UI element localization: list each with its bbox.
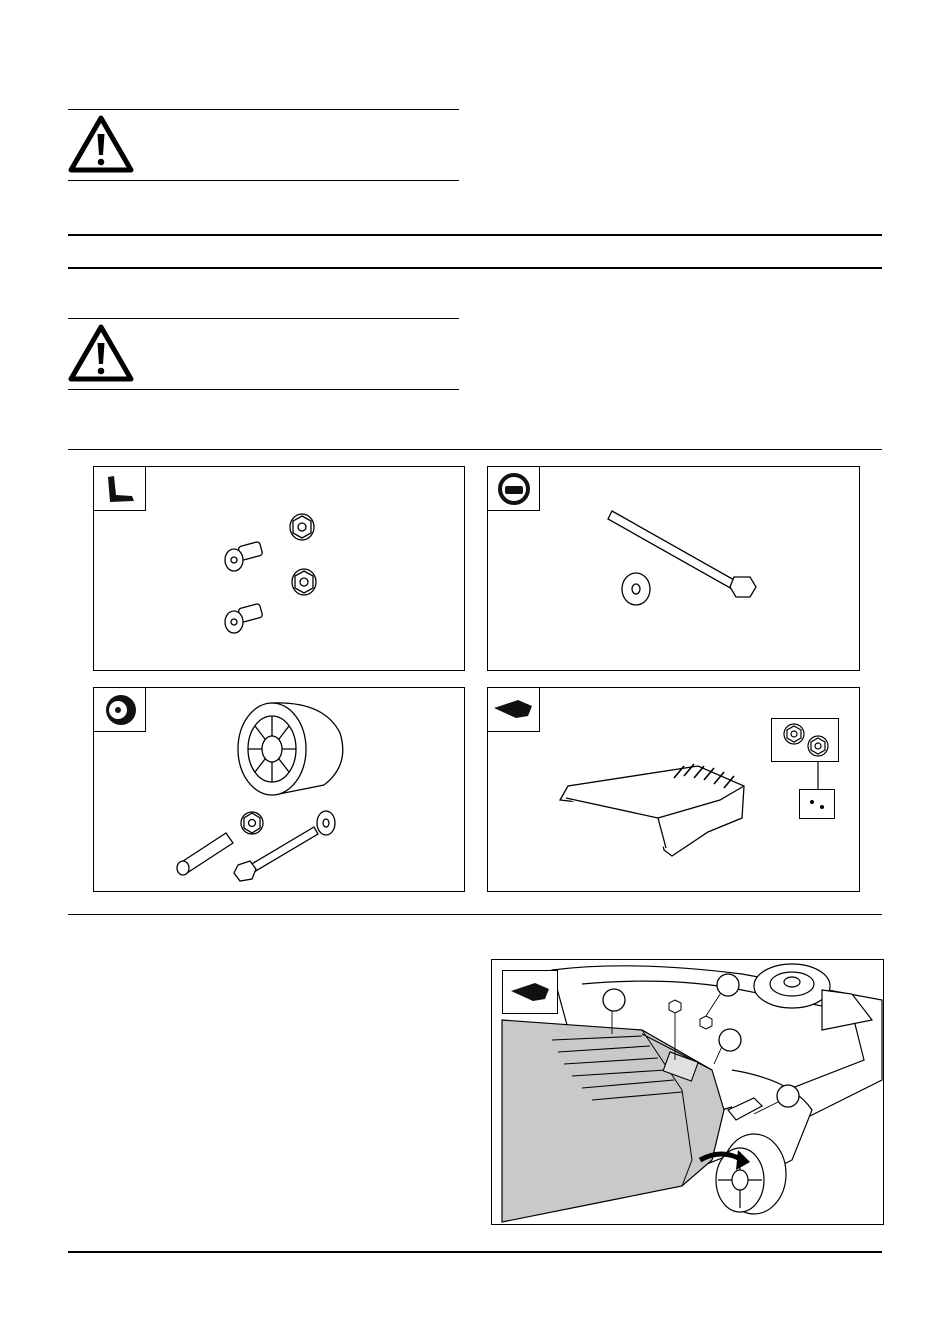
nut-count-inset xyxy=(799,789,835,819)
two-dots-icon xyxy=(800,790,834,818)
inset-connector xyxy=(816,762,820,790)
wheel-part xyxy=(238,703,343,795)
kit-panel-seat xyxy=(93,466,465,671)
bolt-part xyxy=(225,541,263,571)
kit-badge-seat xyxy=(94,467,146,511)
seat-icon xyxy=(94,467,146,511)
seat-kit-parts xyxy=(214,507,334,647)
kit-badge-deflector xyxy=(488,688,540,732)
deflector-icon xyxy=(488,688,540,732)
figure-badge-deflector xyxy=(502,970,558,1014)
washer-part xyxy=(317,811,335,835)
warning-bottom-rule-2 xyxy=(68,389,459,390)
kit-badge-wheel xyxy=(94,688,146,732)
kit-panel-wheel xyxy=(93,687,465,892)
spacer-tube-part xyxy=(177,833,233,875)
warning-triangle-icon xyxy=(68,114,134,174)
section-rule-b xyxy=(68,267,882,269)
bolt-part xyxy=(225,603,263,633)
wheel-kit-parts xyxy=(154,693,414,883)
section-rule-a xyxy=(68,234,882,236)
steering-wheel-icon xyxy=(488,467,540,511)
steering-kit-parts xyxy=(598,497,778,627)
footer-rule xyxy=(68,1251,882,1253)
bolt-part xyxy=(234,827,318,881)
warning-1 xyxy=(68,114,134,174)
nut-inset xyxy=(771,718,839,762)
deflector-part xyxy=(548,738,758,868)
kit-panel-deflector xyxy=(487,687,860,892)
warning-triangle-icon xyxy=(68,323,134,383)
warning-bottom-rule-1 xyxy=(68,180,459,181)
kit-panel-steering xyxy=(487,466,860,671)
section-rule-c xyxy=(68,449,882,450)
washer-part xyxy=(622,573,650,605)
flange-nut-part xyxy=(292,569,316,595)
deflector-icon xyxy=(503,971,557,1013)
warning-top-rule-1 xyxy=(68,109,459,110)
section-rule-d xyxy=(68,914,882,915)
flange-nut-pair xyxy=(772,719,838,761)
warning-2 xyxy=(68,323,134,383)
flange-nut-part xyxy=(290,514,314,540)
assembly-figure xyxy=(491,959,884,1225)
flange-nut-part xyxy=(241,812,263,834)
wheel-icon xyxy=(94,688,146,732)
kit-badge-steering xyxy=(488,467,540,511)
warning-top-rule-2 xyxy=(68,318,459,319)
